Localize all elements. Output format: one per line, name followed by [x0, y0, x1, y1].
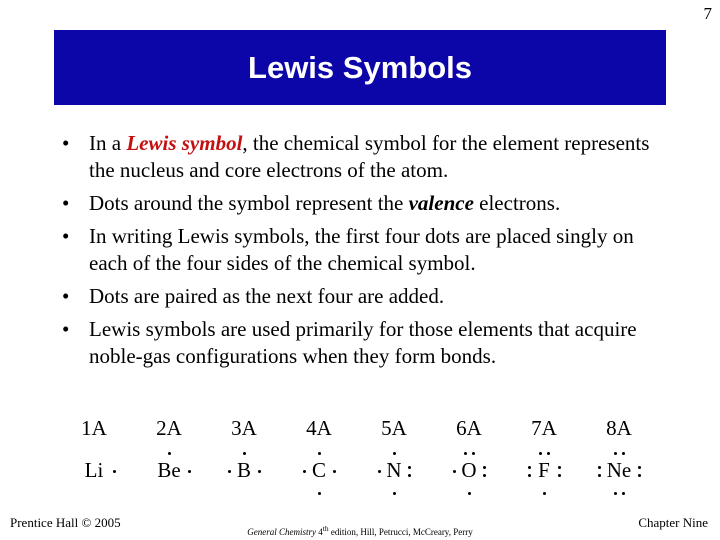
- bullet-item: • Dots are paired as the next four are added.: [62, 283, 662, 310]
- bullet-item: • Lewis symbols are used primarily for those elements that acquire noble-gas configurations when they form bonds.: [62, 316, 662, 370]
- footer-chapter: Chapter Nine: [638, 515, 708, 530]
- lewis-symbol: [589, 448, 649, 496]
- valence-electron-dot: [113, 470, 116, 473]
- valence-electron-dot: [408, 466, 411, 469]
- group-label: 3A: [231, 416, 257, 440]
- valence-electron-dot: [539, 452, 542, 455]
- group-label: 7A: [531, 416, 557, 440]
- valence-electron-dot: [393, 492, 396, 495]
- group-label: 2A: [156, 416, 182, 440]
- valence-electron-dot: [528, 474, 531, 477]
- footer-publisher: Prentice Hall © 2005: [10, 515, 121, 530]
- lewis-symbol: [289, 448, 349, 496]
- slide-number: 7: [703, 4, 712, 23]
- slide-title: Lewis Symbols: [248, 49, 472, 85]
- valence-electron-dot: [453, 470, 456, 473]
- valence-electron-dot: [543, 492, 546, 495]
- valence-electron-dot: [558, 474, 561, 477]
- valence-electron-dot: [638, 466, 641, 469]
- bullet-item: • Dots around the symbol represent the valence electrons.: [62, 190, 662, 217]
- valence-electron-dot: [558, 466, 561, 469]
- valence-electron-dot: [622, 452, 625, 455]
- element-symbol: Be: [157, 458, 181, 482]
- valence-electron-dot: [464, 452, 467, 455]
- group-label: 5A: [381, 416, 407, 440]
- emphasis-term: Lewis symbol: [126, 131, 243, 155]
- valence-electron-dot: [483, 474, 486, 477]
- element-symbol: B: [236, 458, 251, 482]
- element-symbol: Li: [84, 458, 104, 482]
- valence-electron-dot: [598, 474, 601, 477]
- bullet-item: • In a Lewis symbol, the chemical symbol for the element represents the nucleus and core electrons of the atom.: [62, 130, 662, 184]
- valence-electron-dot: [393, 452, 396, 455]
- valence-electron-dot: [614, 452, 617, 455]
- lewis-symbol-table: [64, 408, 664, 498]
- valence-electron-dot: [614, 492, 617, 495]
- group-label: 8A: [606, 416, 632, 440]
- group-label: 6A: [456, 416, 482, 440]
- valence-electron-dot: [472, 452, 475, 455]
- element-symbol: C: [311, 458, 326, 482]
- valence-electron-dot: [228, 470, 231, 473]
- group-label: 1A: [81, 416, 107, 440]
- lewis-symbol: [514, 448, 574, 496]
- valence-electron-dot: [638, 474, 641, 477]
- element-symbol: Ne: [606, 458, 632, 482]
- valence-electron-dot: [243, 452, 246, 455]
- bullet-list: [62, 130, 662, 376]
- valence-electron-dot: [168, 452, 171, 455]
- element-symbol: O: [461, 458, 477, 482]
- title-bar: [54, 30, 666, 105]
- bullet-item: • In writing Lewis symbols, the first four dots are placed singly on each of the four sides of the chemical symbol.: [62, 223, 662, 277]
- lewis-symbol: [139, 448, 199, 496]
- valence-electron-dot: [378, 470, 381, 473]
- element-symbol: F: [538, 458, 550, 482]
- element-symbol: N: [386, 458, 402, 482]
- lewis-symbol: [439, 448, 499, 496]
- valence-electron-dot: [598, 466, 601, 469]
- footer-citation: General Chemistry 4th edition, Hill, Petrucci, McCreary, Perry: [247, 524, 473, 537]
- valence-electron-dot: [318, 452, 321, 455]
- valence-electron-dot: [258, 470, 261, 473]
- valence-electron-dot: [303, 470, 306, 473]
- valence-electron-dot: [318, 492, 321, 495]
- valence-electron-dot: [547, 452, 550, 455]
- lewis-symbol: [64, 448, 124, 496]
- valence-electron-dot: [622, 492, 625, 495]
- group-label: 4A: [306, 416, 332, 440]
- valence-electron-dot: [408, 474, 411, 477]
- valence-electron-dot: [483, 466, 486, 469]
- valence-electron-dot: [333, 470, 336, 473]
- emphasis-term: valence: [408, 191, 474, 215]
- valence-electron-dot: [468, 492, 471, 495]
- valence-electron-dot: [188, 470, 191, 473]
- valence-electron-dot: [528, 466, 531, 469]
- lewis-symbol: [214, 448, 274, 496]
- lewis-symbol: [364, 448, 424, 496]
